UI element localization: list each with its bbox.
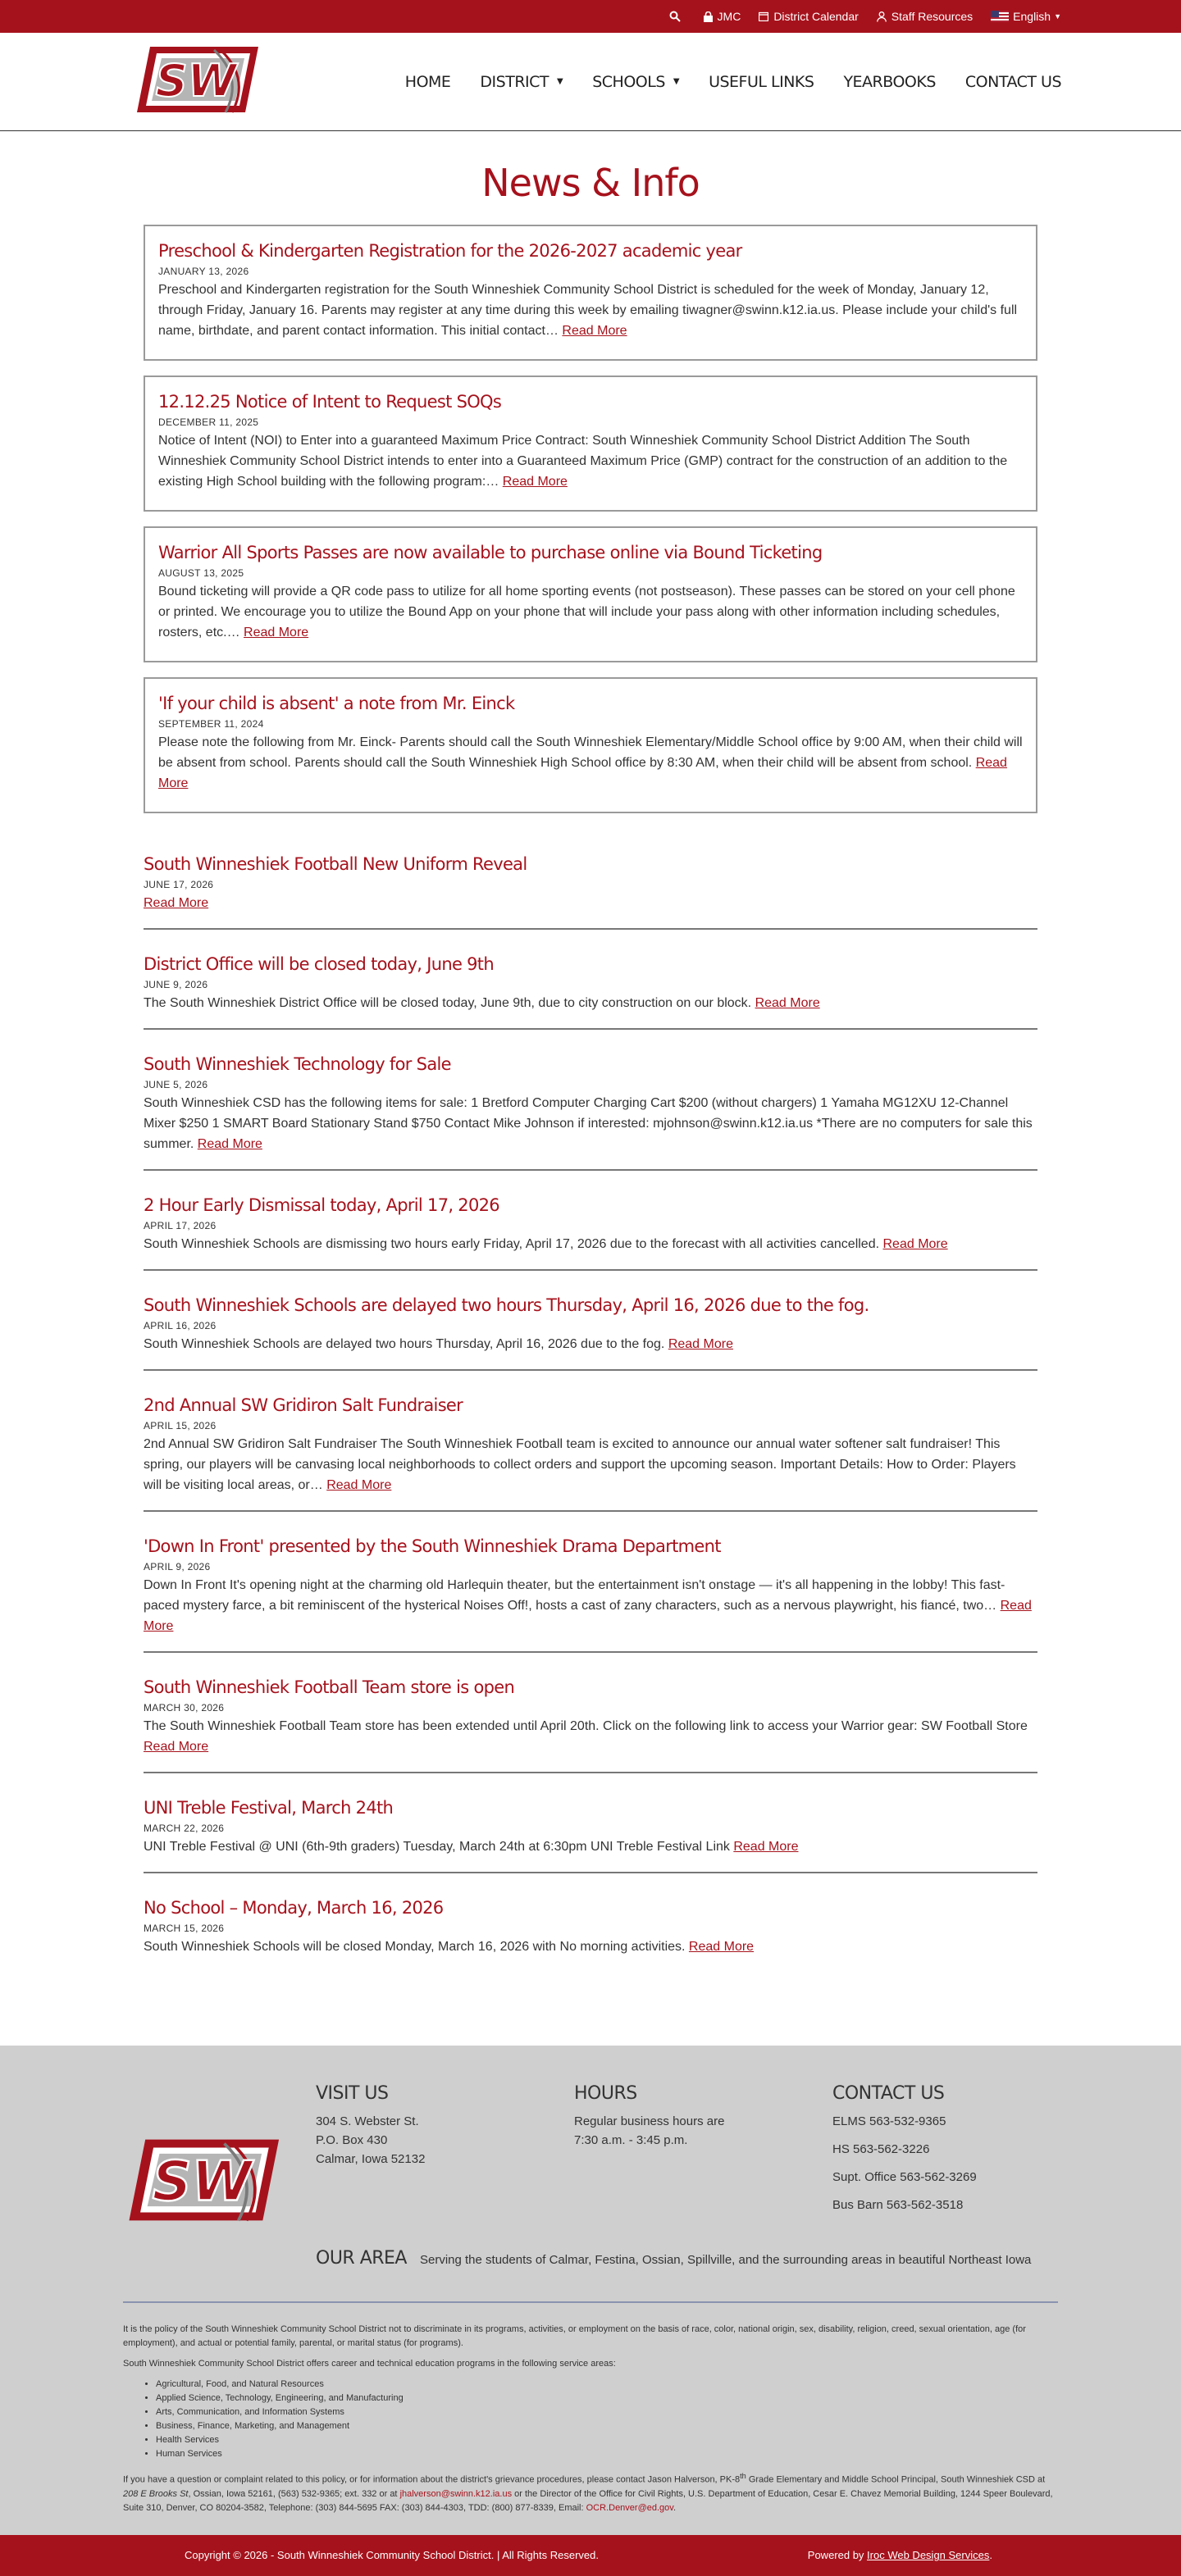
read-more-link[interactable]: Read More <box>144 1599 1032 1633</box>
list-item: • Health Services <box>156 2433 1058 2447</box>
excerpt-text: UNI Treble Festival @ UNI (6th-9th graders) Tuesday, March 24th at 6:30pm UNI Treble Festival Link <box>144 1840 730 1854</box>
caret-down-icon: ▼ <box>1054 12 1061 20</box>
list-item: • Human Services <box>156 2447 1058 2461</box>
main-nav <box>376 73 1061 91</box>
excerpt-text: Please note the following from Mr. Einck- Parents should call the South Winneshiek Elementary/Middle School office by 9:00 AM, when their child will be absent from school. Parents should call the South Winneshiek High School office by 8:30 AM, when their child will be absent from school. <box>158 735 1023 770</box>
nav-contact-us[interactable]: CONTACT US <box>964 72 1061 91</box>
contact-heading: CONTACT US <box>832 2083 945 2104</box>
staff-resources-label: Staff Resources <box>891 10 974 23</box>
caret-down-icon: ▼ <box>673 77 680 86</box>
copyright-text: Copyright © 2026 - South Winneshiek Community School District. | All Rights Reserved. <box>185 2549 599 2562</box>
us-flag-icon <box>991 11 1009 22</box>
post-date: MARCH 15, 2026 <box>144 1923 225 1934</box>
excerpt-text: South Winneshiek Schools are delayed two hours Thursday, April 16, 2026 due to the fog. <box>144 1337 665 1351</box>
read-more-link[interactable]: Read More <box>882 1237 948 1251</box>
post-date: APRIL 15, 2026 <box>144 1420 217 1431</box>
list-item: • Business, Finance, Marketing, and Management <box>156 2419 1058 2433</box>
list-item <box>144 1295 1037 1371</box>
read-more-link[interactable]: Read More <box>144 1740 209 1754</box>
post-title[interactable]: South Winneshiek Football Team store is open <box>144 1677 515 1697</box>
post-excerpt <box>144 1937 1037 1957</box>
read-more-link[interactable]: Read More <box>688 1940 755 1954</box>
grievance-text: If you have a question or complaint related to this policy, or for information about the district's grievance procedures, please contact Jason Halverson, PK-8 <box>123 2474 741 2485</box>
featured-posts <box>144 225 1037 813</box>
list-item <box>144 1798 1037 1873</box>
excerpt-text: South Winneshiek CSD has the following items for sale: 1 Bretford Computer Charging Cart $200 (without chargers) 1 Yamaha MG12XU 12-Channel Mixer $250 1 SMART Board Stationary Stand $750 Contact Mike Johnson if interested: mjohnson@swinn.k12.ia.us *There are no computers for sale this summer. <box>144 1096 1033 1151</box>
excerpt-text: Down In Front It's opening night at the charming old Harlequin theater, but the entertainment isn't onstage — it's all happening in the lobby! This fast-paced mystery farce, a bit reminiscent of the hysterical Noises Off!, hosts a cast of zany characters, such as a nervous playwright, his fiancé, two… <box>144 1578 1005 1613</box>
nav-yearbooks[interactable]: YEARBOOKS <box>843 72 936 91</box>
post-date: APRIL 17, 2026 <box>144 1220 217 1231</box>
read-more-link[interactable]: Read More <box>733 1840 799 1854</box>
utility-bar <box>0 0 1181 33</box>
post-title[interactable]: South Winneshiek Schools are delayed two hours Thursday, April 16, 2026 due to the fog. <box>144 1295 869 1315</box>
post-title[interactable]: UNI Treble Festival, March 24th <box>144 1798 394 1818</box>
list-item: • Arts, Communication, and Information Systems <box>156 2405 1058 2419</box>
post-excerpt <box>144 1836 1037 1857</box>
post-excerpt <box>158 430 1023 492</box>
page-title: News & Info <box>481 161 700 205</box>
login-label: JMC <box>717 10 741 23</box>
site-footer <box>0 2046 1181 2576</box>
grievance-ordinal: th <box>740 2472 746 2480</box>
read-more-link[interactable]: Read More <box>668 1337 733 1351</box>
nav-useful-links[interactable]: USEFUL LINKS <box>709 72 814 91</box>
post-excerpt <box>144 993 1037 1013</box>
post-excerpt <box>158 280 1023 341</box>
post-title[interactable]: District Office will be closed today, June 9th <box>144 954 494 974</box>
our-area-section <box>316 2248 1181 2269</box>
post-title[interactable]: Warrior All Sports Passes are now available to purchase online via Bound Ticketing <box>158 543 823 562</box>
user-icon <box>877 11 887 22</box>
read-more-link[interactable]: Read More <box>326 1478 392 1492</box>
grievance-address: 208 E Brooks St <box>123 2488 189 2499</box>
cte-areas-list <box>156 2378 1058 2461</box>
login-link[interactable] <box>704 10 741 23</box>
nav-district-label: DISTRICT <box>480 72 549 91</box>
address-line: Calmar, Iowa 52132 <box>316 2152 426 2166</box>
address-line: 304 S. Webster St. <box>316 2114 419 2128</box>
grievance-text: . <box>673 2502 677 2513</box>
list-item: • Applied Science, Technology, Engineering, and Manufacturing <box>156 2392 1058 2405</box>
read-more-link[interactable]: Read More <box>562 324 627 338</box>
post-title[interactable]: No School – Monday, March 16, 2026 <box>144 1898 444 1918</box>
copyright-bar <box>0 2535 1181 2576</box>
post-date: MARCH 30, 2026 <box>144 1702 225 1714</box>
visit-us-heading: VISIT US <box>316 2083 389 2104</box>
visit-us-section <box>316 2083 574 2223</box>
excerpt-text: 2nd Annual SW Gridiron Salt Fundraiser The South Winneshiek Football team is excited to announce our annual water softener salt fundraiser! This spring, our players will be canvasing local neighborhoods to collect orders and support the upcoming season. Important Details: How to Order: Players will be visiting local areas, or… <box>144 1437 1016 1492</box>
site-logo[interactable] <box>135 42 262 121</box>
footer-divider <box>123 2301 1058 2303</box>
district-calendar-link[interactable] <box>759 10 858 23</box>
legal-notice <box>123 2323 1058 2535</box>
post-title[interactable]: 2nd Annual SW Gridiron Salt Fundraiser <box>144 1395 463 1415</box>
post-date: JANUARY 13, 2026 <box>158 266 249 277</box>
post-date: MARCH 22, 2026 <box>144 1823 225 1834</box>
post-excerpt <box>144 893 1037 913</box>
district-calendar-label: District Calendar <box>773 10 859 23</box>
phone-supt[interactable]: Supt. Office 563-562-3269 <box>832 2170 977 2184</box>
list-item <box>144 954 1037 1030</box>
powered-by-suffix: . <box>989 2549 992 2562</box>
grievance-text: Grade Elementary and Middle School Principal, South Winneshiek CSD at <box>746 2474 1046 2485</box>
address-line: P.O. Box 430 <box>316 2133 388 2147</box>
post-date: JUNE 17, 2026 <box>144 879 214 890</box>
list-item <box>144 1054 1037 1171</box>
phone-elms[interactable]: ELMS 563-532-9365 <box>832 2114 946 2128</box>
excerpt-text: South Winneshiek Schools will be closed Monday, March 16, 2026 with No morning activities. <box>144 1940 686 1954</box>
excerpt-text: Bound ticketing will provide a QR code pass to utilize for all home sporting events (not postseason). These passes can be stored on your cell phone or printed. We encourage you to utilize the Bound App on your phone that will include your pass along with other information including schedules, rosters, etc.… <box>158 585 1015 639</box>
list-item <box>144 1536 1037 1653</box>
post-title[interactable]: 12.12.25 Notice of Intent to Request SOQs <box>158 392 502 412</box>
nav-schools-label: SCHOOLS <box>592 72 665 91</box>
list-item <box>144 1395 1037 1512</box>
nav-home[interactable]: HOME <box>404 72 451 91</box>
hours-line: Regular business hours are <box>574 2114 725 2128</box>
post-excerpt <box>144 1093 1037 1154</box>
language-selector[interactable] <box>991 10 1061 23</box>
grievance-contact <box>123 2469 1058 2515</box>
excerpt-text: Notice of Intent (NOI) to Enter into a guaranteed Maximum Price Contract: South Winneshiek Community School District Addition The South Winneshiek Community School District intends to enter into a Guaranteed Maximum Price (GMP) contract for the construction of an addition to the existing High School building with the following program:… <box>158 434 1008 489</box>
our-area-text: Serving the students of Calmar, Festina, Ossian, Spillville, and the surrounding areas in beautiful Northeast Iowa <box>419 2253 1032 2267</box>
caret-down-icon: ▼ <box>557 77 563 86</box>
hours-line: 7:30 a.m. - 3:45 p.m. <box>574 2133 688 2147</box>
halverson-email-link[interactable]: jhalverson@swinn.k12.ia.us <box>399 2488 513 2499</box>
staff-resources-link[interactable] <box>877 10 973 23</box>
featured-post <box>144 526 1037 662</box>
list-item <box>144 1898 1037 1972</box>
post-excerpt <box>144 1434 1037 1495</box>
list-item <box>144 854 1037 930</box>
post-date: APRIL 9, 2026 <box>144 1561 211 1572</box>
site-header <box>0 33 1181 131</box>
featured-post <box>144 677 1037 813</box>
ocr-email-link[interactable]: OCR.Denver@ed.gov <box>586 2502 673 2513</box>
post-excerpt <box>144 1716 1037 1757</box>
powered-by <box>808 2549 992 2561</box>
post-title[interactable]: 'Down In Front' presented by the South Winneshiek Drama Department <box>144 1536 721 1556</box>
nondiscrimination-policy: It is the policy of the South Winneshiek Community School District not to discriminate in its programs, activities, or employment on the basis of race, color, national origin, sex, disability, religion, creed, sexual orientation, age (for employment), and actual or potential family, parental, or marital status (for programs). <box>123 2324 1026 2348</box>
logo-lettering: SW <box>152 2149 253 2214</box>
search-icon <box>669 11 681 22</box>
list-item: • Agricultural, Food, and Natural Resources <box>156 2378 1058 2392</box>
excerpt-text: The South Winneshiek Football Team store has been extended until April 20th. Click on the following link to access your Warrior gear: SW Football Store <box>144 1719 1028 1733</box>
list-item <box>144 1677 1037 1773</box>
post-title[interactable]: Preschool & Kindergarten Registration for the 2026-2027 academic year <box>158 241 742 261</box>
post-title[interactable]: South Winneshiek Football New Uniform Reveal <box>144 854 527 874</box>
calendar-icon <box>759 11 768 21</box>
language-label: English <box>1013 10 1051 23</box>
excerpt-text: Preschool and Kindergarten registration for the South Winneshiek Community School District is scheduled for the week of Monday, January 12, through Friday, January 16. Parents may register at any time during this week by emailing tiwagner@swinn.k12.ia.us. Please include your child's full name, birthdate, and parent contact information. This initial contact… <box>158 283 1018 338</box>
read-more-link[interactable]: Read More <box>197 1137 262 1151</box>
post-excerpt <box>144 1234 1037 1254</box>
post-date: APRIL 16, 2026 <box>144 1320 217 1331</box>
featured-post <box>144 375 1037 512</box>
our-area-heading: OUR AREA <box>316 2248 407 2269</box>
post-date: JUNE 5, 2026 <box>144 1079 208 1090</box>
search-button[interactable] <box>669 11 686 22</box>
news-container <box>144 225 1037 1972</box>
post-date: DECEMBER 11, 2025 <box>158 416 259 428</box>
read-more-link[interactable]: Read More <box>144 896 209 910</box>
post-title[interactable]: 2 Hour Early Dismissal today, April 17, 2026 <box>144 1195 499 1215</box>
post-date: JUNE 9, 2026 <box>144 979 208 990</box>
post-date: AUGUST 13, 2025 <box>158 567 244 579</box>
cte-intro: South Winneshiek Community School District offers career and technical education programs in the following service areas: <box>123 2359 616 2369</box>
post-excerpt <box>158 581 1023 643</box>
read-more-link[interactable]: Read More <box>244 626 309 639</box>
nav-schools[interactable] <box>592 73 679 91</box>
post-excerpt <box>144 1334 1037 1354</box>
featured-post <box>144 225 1037 361</box>
nav-district[interactable] <box>480 73 563 91</box>
post-title[interactable]: South Winneshiek Technology for Sale <box>144 1054 451 1074</box>
post-date: SEPTEMBER 11, 2024 <box>158 718 264 730</box>
post-excerpt <box>158 732 1023 794</box>
excerpt-text: South Winneshiek Schools are dismissing two hours early Friday, April 17, 2026 due to the forecast with all activities cancelled. <box>144 1237 880 1251</box>
read-more-link[interactable]: Read More <box>502 475 568 489</box>
iroc-link[interactable]: Iroc Web Design Services <box>867 2549 990 2562</box>
read-more-link[interactable]: Read More <box>755 996 820 1010</box>
lock-icon <box>704 11 713 22</box>
post-title[interactable]: 'If your child is absent' a note from Mr. Einck <box>158 694 515 713</box>
post-excerpt <box>144 1575 1037 1636</box>
hours-heading: HOURS <box>574 2083 637 2104</box>
hours-section <box>574 2083 832 2223</box>
logo-lettering: SW <box>155 55 237 107</box>
excerpt-text: The South Winneshiek District Office will be closed today, June 9th, due to city construction on our block. <box>144 996 752 1010</box>
phone-hs[interactable]: HS 563-562-3226 <box>832 2142 930 2156</box>
phone-bus-barn[interactable]: Bus Barn 563-562-3518 <box>832 2198 964 2212</box>
grievance-text: or the Director of the Office for Civil Rights, U.S. Department of Education, Cesar E. Chavez Memorial Building, 1244 Speer Boulevard, Suite 310, Denver, CO 80204-3582, Telephone: (303) 844-5695 FAX: (303) 844-4303, TDD: (800) 877-8339, Email: <box>123 2488 1053 2513</box>
powered-by-prefix: Powered by <box>807 2549 868 2562</box>
list-item <box>144 1195 1037 1271</box>
post-list <box>144 854 1037 1972</box>
read-more-link[interactable]: Read More <box>158 756 1007 790</box>
contact-section <box>832 2083 1091 2223</box>
grievance-text: , Ossian, Iowa 52161, (563) 532-9365; ext. 332 or at <box>188 2488 400 2499</box>
footer-logo[interactable] <box>127 2083 316 2269</box>
